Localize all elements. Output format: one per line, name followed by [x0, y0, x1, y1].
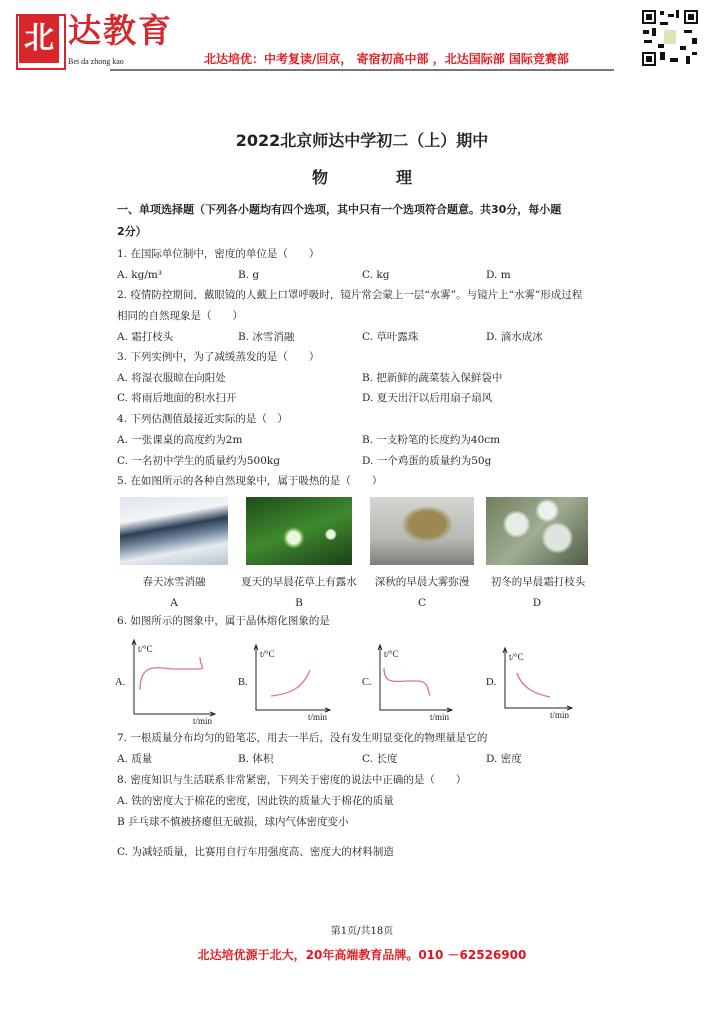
- option-a: A. 霜打枝头: [117, 331, 174, 343]
- graph-c: [362, 645, 452, 722]
- option-d: D. 滴水成冰: [486, 331, 543, 343]
- question-1: 1. 在国际单位制中，密度的单位是（ ）: [117, 248, 320, 260]
- axis-arrows: [503, 648, 572, 710]
- option-b: B. 把新鲜的蔬菜装入保鲜袋中: [362, 372, 503, 384]
- option-d: D. 一个鸡蛋的质量约为50g: [362, 455, 492, 467]
- subject-title: 物 理: [311, 168, 438, 187]
- question-7: 7. 一根质量分布均匀的铅笔芯，用去一半后，没有发生明显变化的物理量是它的: [117, 732, 488, 744]
- temperature-curve: [384, 668, 430, 696]
- option-label: B.: [238, 677, 248, 688]
- letter-d: D: [532, 597, 542, 609]
- caption-c: 深秋的早晨大雾弥漫: [374, 576, 470, 588]
- y-axis-label: t/°C: [509, 652, 524, 662]
- question-5: 5. 在如图所示的各种自然现象中，属于吸热的是（ ）: [117, 475, 383, 487]
- caption-a: 春天冰雪消融: [142, 576, 206, 588]
- option-b: B 乒乓球不慎被挤瘪但无破损，球内气体密度变小: [117, 816, 349, 828]
- qr-code-icon: [640, 8, 700, 68]
- axis-arrows: [254, 645, 330, 712]
- graph-d: [486, 648, 572, 720]
- x-axis-label: t/min: [550, 710, 570, 720]
- option-c: C. 长度: [362, 753, 398, 765]
- axes: [256, 645, 330, 710]
- logo-text: 达教育: [68, 11, 173, 50]
- question-2: 2. 疫情防控期间，戴眼镜的人戴上口罩呼吸时，镜片常会蒙上一层“水雾”。与镜片上“水雾”形成过程: [117, 289, 583, 301]
- question-4: 4. 下列估测值最接近实际的是（ ）: [117, 413, 288, 425]
- photo-frost: [486, 497, 588, 565]
- option-d: D. 夏天出汗以后用扇子扇风: [362, 392, 493, 404]
- caption-b: 夏天的早晨花草上有露水: [241, 576, 357, 588]
- exam-title: 2022北京师达中学初二（上）期中: [235, 131, 489, 150]
- footer-ad: 北达培优源于北大，20年高端教育品牌。010 －62526900: [197, 948, 527, 962]
- option-c: C. 为减轻质量，比赛用自行车用强度高、密度大的材料制造: [117, 846, 394, 858]
- option-a: A. kg/m³: [117, 269, 163, 281]
- question-6: 6. 如图所示的图象中，属于晶体熔化图象的是: [117, 615, 330, 627]
- x-axis-label: t/min: [430, 712, 450, 722]
- page-number: 第1页/共18页: [330, 926, 394, 937]
- option-c: C. 一名初中学生的质量约为500kg: [117, 455, 280, 467]
- letter-a: A: [170, 597, 178, 609]
- header-slogan: 北达培优：中考复读/回京， 寄宿初高中部 ，北达国际部 国际竞赛部: [204, 52, 569, 66]
- option-b: B. 一支粉笔的长度约为40cm: [362, 434, 501, 446]
- option-label: D.: [486, 677, 497, 688]
- option-c: C. 草叶露珠: [362, 331, 419, 343]
- temperature-curve: [271, 670, 310, 696]
- photo-fog: [370, 497, 474, 565]
- option-a: A. 铁的密度大于棉花的密度，因此铁的质量大于棉花的质量: [117, 795, 394, 807]
- y-axis-label: t/°C: [138, 644, 153, 654]
- y-axis-label: t/°C: [260, 649, 275, 659]
- option-a: A. 将湿衣服晾在向阳处: [117, 372, 226, 384]
- section-heading: 一、单项选择题（下列各小题均有四个选项，其中只有一个选项符合题意。共30分，每小题: [117, 203, 562, 216]
- graph-a: [115, 640, 215, 726]
- option-label: A.: [115, 677, 126, 688]
- option-d: D. m: [486, 269, 511, 281]
- option-b: B. 体积: [238, 753, 274, 765]
- option-c: C. 将雨后地面的积水扫开: [117, 392, 237, 404]
- option-d: D. 密度: [486, 753, 522, 765]
- logo-subtitle: Bei da zhong kao: [68, 57, 124, 66]
- header-divider: [110, 69, 614, 71]
- graph-b: [238, 645, 330, 722]
- letter-b: B: [295, 597, 303, 609]
- logo-mark: 北: [19, 15, 59, 63]
- question-3: 3. 下列实例中，为了减缓蒸发的是（ ）: [117, 351, 320, 363]
- caption-d: 初冬的早晨霜打枝头: [490, 576, 586, 588]
- option-label: C.: [362, 677, 372, 688]
- axis-arrows: [378, 645, 452, 712]
- axes: [380, 645, 452, 710]
- question-2-cont: 相同的自然现象是（ ）: [117, 310, 243, 322]
- photo-dew-drops: [246, 497, 352, 565]
- axes: [505, 648, 572, 708]
- axis-arrows: [132, 640, 215, 716]
- photo-melting-snow: [120, 497, 228, 565]
- axes: [134, 640, 215, 714]
- option-b: B. g: [238, 269, 260, 281]
- temperature-curve: [517, 673, 550, 697]
- option-b: B. 冰雪消融: [238, 331, 295, 343]
- question-8: 8. 密度知识与生活联系非常紧密，下列关于密度的说法中正确的是（ ）: [117, 774, 467, 786]
- section-heading-cont: 2分）: [117, 225, 147, 238]
- option-c: C. kg: [362, 269, 390, 281]
- x-axis-label: t/min: [193, 716, 213, 726]
- option-a: A. 一张课桌的高度约为2m: [117, 434, 243, 446]
- temperature-curve: [140, 657, 202, 690]
- letter-c: C: [417, 597, 427, 609]
- option-a: A. 质量: [117, 753, 153, 765]
- y-axis-label: t/°C: [384, 649, 399, 659]
- x-axis-label: t/min: [308, 712, 328, 722]
